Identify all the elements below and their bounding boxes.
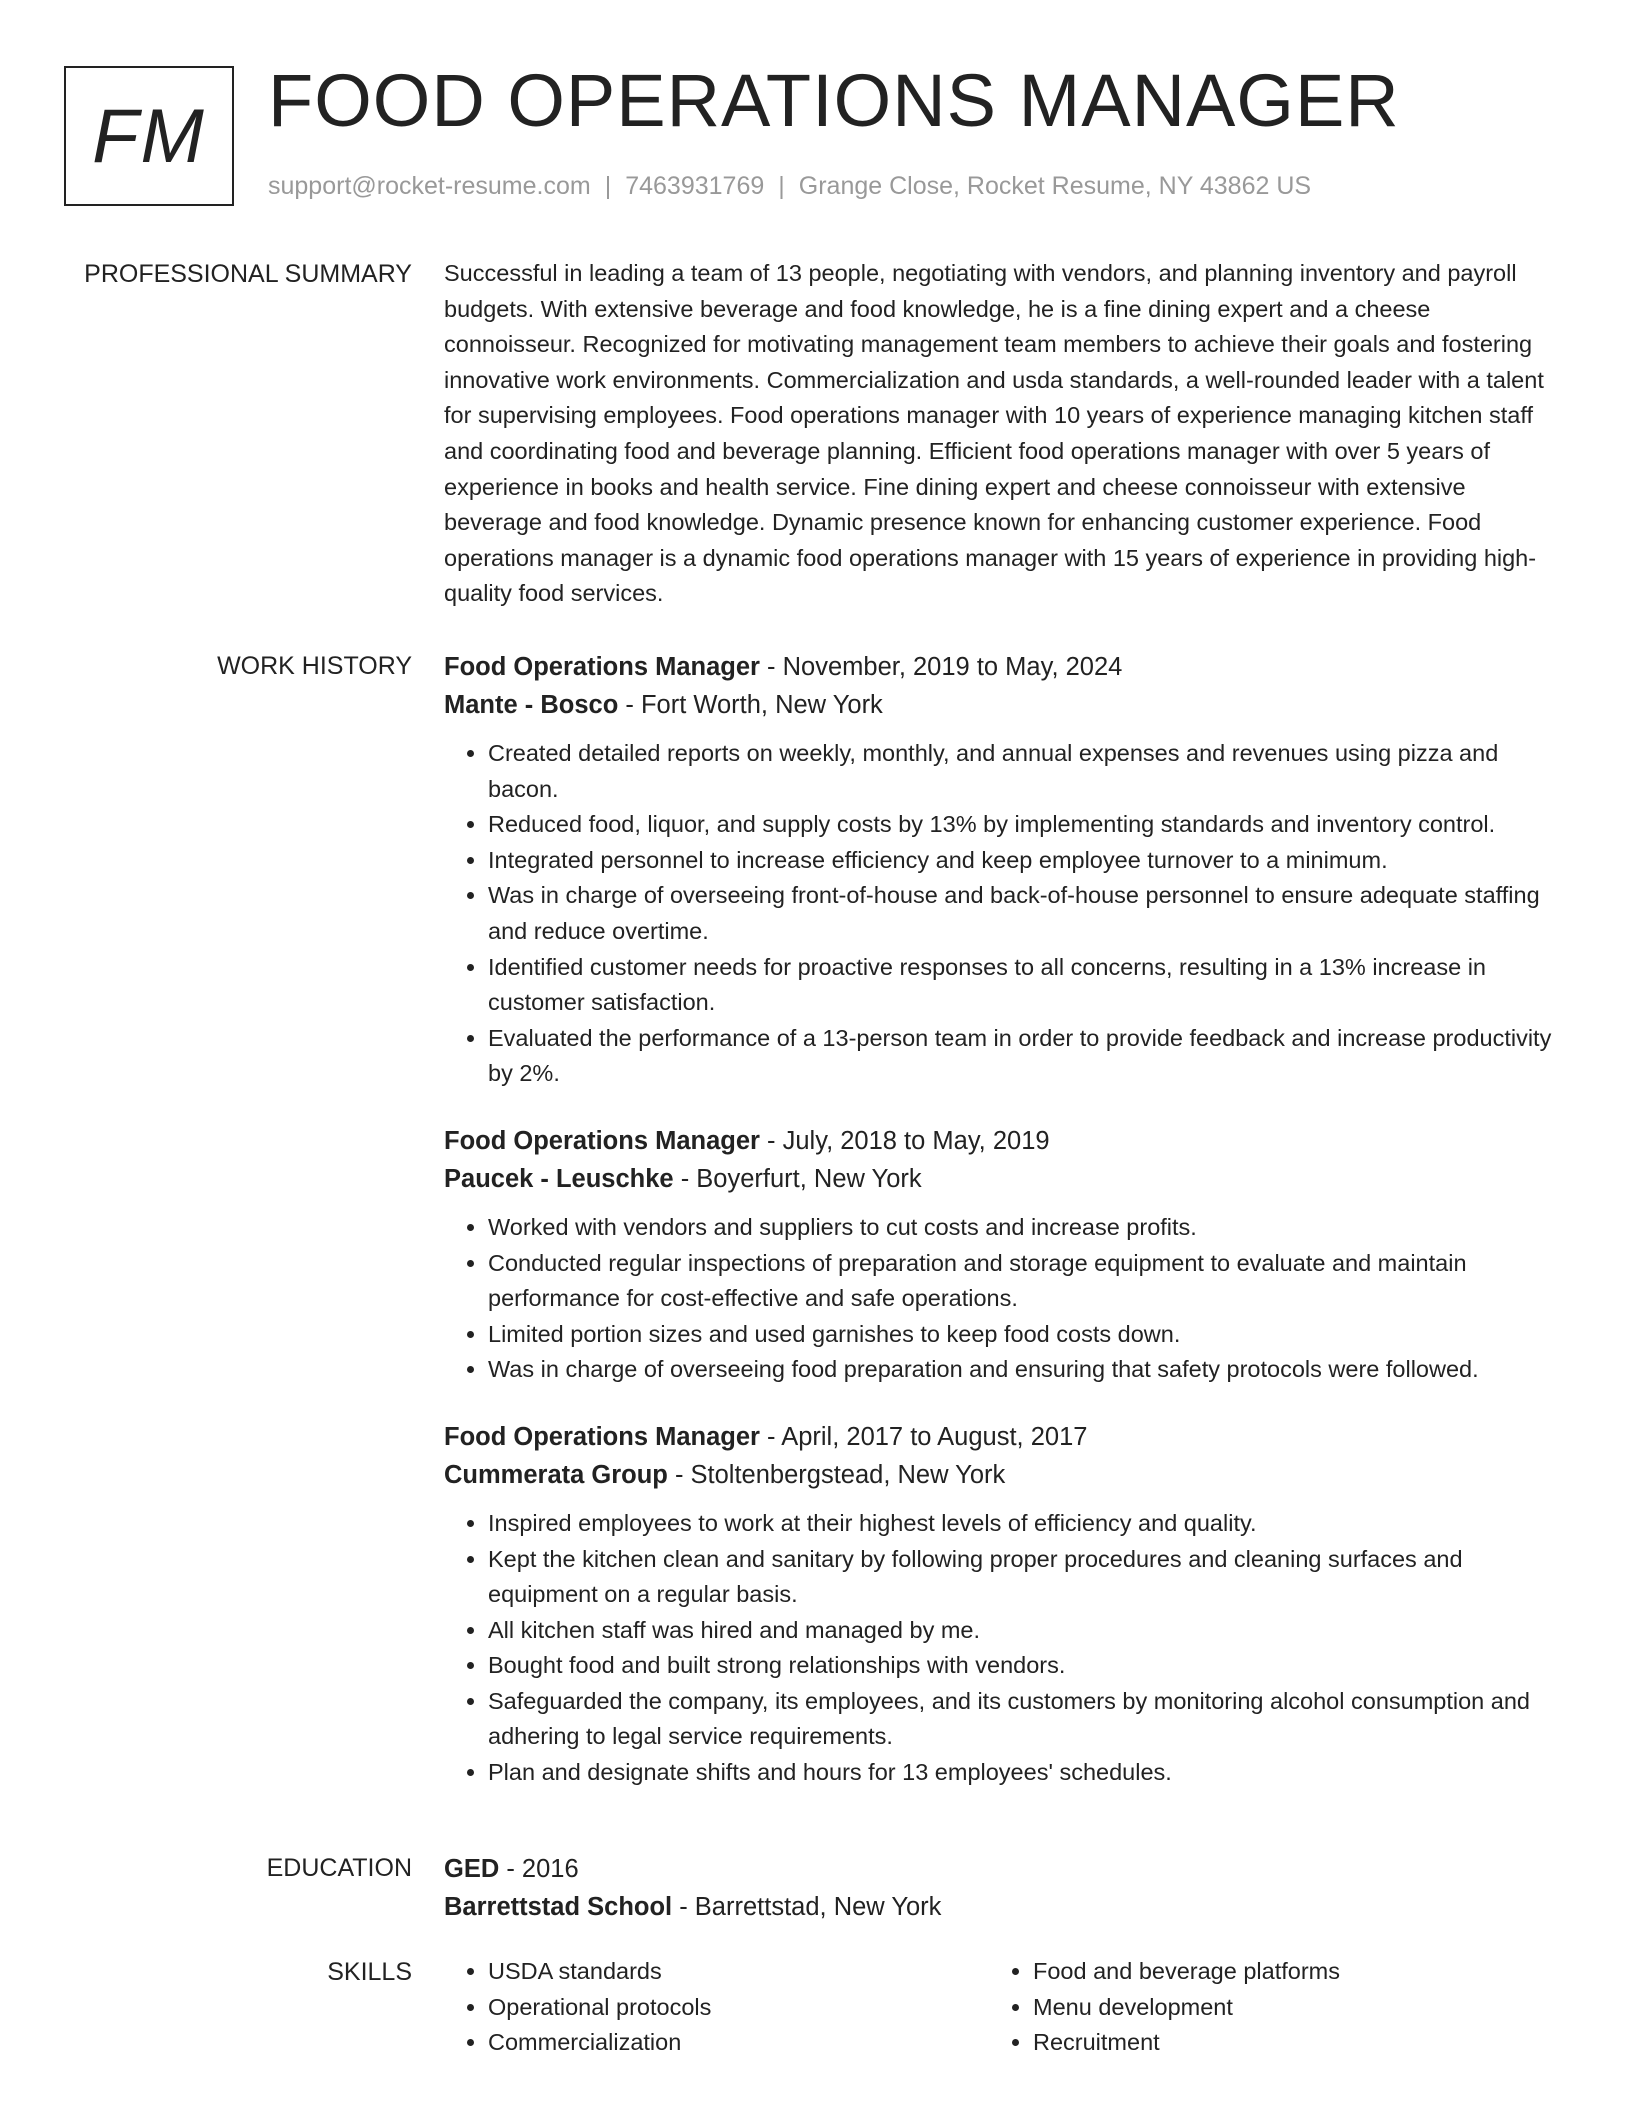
job-dates: - July, 2018 to May, 2019: [759, 1126, 1050, 1155]
summary-text: Successful in leading a team of 13 people, negotiating with vendors, and planning inventory and payroll budgets. With extensive beverage and food knowledge, he is a fine dining expert and a cheese connoisseur. Recognized for motivating management team members to achieve their goals and fostering innovative work environments. Commercialization and usda standards, a well-rounded leader with a talent for supervising employees. Food operations manager with 10 years of experience managing kitchen staff and coordinating food and beverage planning. Efficient food operations manager with over 5 years of experience in books and health service. Fine dining expert and cheese connoisseur with extensive beverage and food knowledge. Dynamic presence known for enhancing customer experience. Food operations manager is a dynamic food operations manager with 15 years of experience in providing high-quality food services.: [444, 260, 1544, 607]
degree-name: GED: [444, 1855, 500, 1883]
job-bullet: • Kept the kitchen clean and sanitary by following proper procedures and cleaning surfaces and equipment on a regular basis.: [488, 1542, 1556, 1613]
contact-phone: 7463931769: [625, 172, 765, 200]
skills-column-left: [444, 1954, 989, 2061]
company-name: Paucek - Leuschke: [444, 1164, 674, 1193]
summary-heading: PROFESSIONAL SUMMARY: [84, 260, 412, 288]
education-body: [444, 1850, 1556, 1926]
job-title: Food Operations Manager: [444, 1422, 760, 1451]
contact-line: [268, 172, 1311, 201]
skills-body: [444, 1954, 1556, 2061]
job-bullet: • Limited portion sizes and used garnishes to keep food costs down.: [488, 1317, 1556, 1353]
job-bullet: • Created detailed reports on weekly, monthly, and annual expenses and revenues using pizza and bacon.: [488, 736, 1556, 807]
job-title: Food Operations Manager: [444, 1126, 760, 1155]
job-bullet: • Inspired employees to work at their highest levels of efficiency and quality.: [488, 1506, 1556, 1542]
job-bullet: • Evaluated the performance of a 13-person team in order to provide feedback and increase productivity by 2%.: [488, 1021, 1556, 1092]
job-title-line: [444, 1122, 1556, 1160]
job-bullets: [444, 736, 1556, 1092]
skill-item: • Commercialization: [488, 2025, 989, 2061]
job-bullet: • Plan and designate shifts and hours for 13 employees' schedules.: [488, 1755, 1556, 1791]
job-entry: [444, 648, 1556, 1092]
contact-separator: |: [778, 172, 785, 200]
company-name: Cummerata Group: [444, 1460, 668, 1489]
summary-section: [0, 256, 1632, 612]
job-bullet: • Bought food and built strong relationships with vendors.: [488, 1648, 1556, 1684]
work-history-heading: WORK HISTORY: [217, 652, 412, 680]
company-line: [444, 1456, 1556, 1494]
company-name: Mante - Bosco: [444, 691, 619, 719]
job-dates: - November, 2019 to May, 2024: [759, 653, 1123, 681]
skills-heading: SKILLS: [327, 1958, 412, 1986]
job-bullet: • Was in charge of overseeing food preparation and ensuring that safety protocols were followed.: [488, 1352, 1556, 1388]
skills-list: [444, 1954, 989, 2061]
school-name: Barrettstad School: [444, 1893, 673, 1921]
job-entry: [444, 1418, 1556, 1791]
education-heading: EDUCATION: [266, 1854, 412, 1882]
skill-item: • USDA standards: [488, 1954, 989, 1990]
skill-item: • Operational protocols: [488, 1990, 989, 2026]
company-line: [444, 686, 1556, 724]
degree-line: [444, 1850, 1556, 1888]
job-bullets: [444, 1506, 1556, 1791]
work-history-section: [0, 648, 1632, 1821]
job-bullet: • Reduced food, liquor, and supply costs by 13% by implementing standards and inventory control.: [488, 807, 1556, 843]
job-title-line: [444, 1418, 1556, 1456]
skills-column-right: [989, 1954, 1534, 2061]
company-line: [444, 1160, 1556, 1198]
degree-year: - 2016: [499, 1855, 579, 1883]
contact-separator: |: [604, 172, 612, 200]
job-bullet: • Was in charge of overseeing front-of-house and back-of-house personnel to ensure adequate staffing and reduce overtime.: [488, 878, 1556, 949]
contact-address: Grange Close, Rocket Resume, NY 43862 US: [798, 172, 1312, 200]
job-bullet: • Worked with vendors and suppliers to cut costs and increase profits.: [488, 1210, 1556, 1246]
skill-item: • Food and beverage platforms: [1033, 1954, 1534, 1990]
job-bullet: • Safeguarded the company, its employees, and its customers by monitoring alcohol consumption and adhering to legal service requirements.: [488, 1684, 1556, 1755]
job-title-line: [444, 648, 1556, 686]
monogram-logo: FM: [64, 66, 234, 206]
skills-columns: [444, 1954, 1556, 2061]
skill-item: • Menu development: [1033, 1990, 1534, 2026]
company-location: - Fort Worth, New York: [618, 691, 883, 719]
contact-email: support@rocket-resume.com: [268, 172, 591, 200]
job-entry: [444, 1122, 1556, 1388]
job-bullet: • Identified customer needs for proactive responses to all concerns, resulting in a 13% increase in customer satisfaction.: [488, 950, 1556, 1021]
job-bullet: • Conducted regular inspections of preparation and storage equipment to evaluate and maintain performance for cost-effective and safe operations.: [488, 1246, 1556, 1317]
job-bullets: [444, 1210, 1556, 1388]
resume-title: FOOD OPERATIONS MANAGER: [268, 59, 1400, 142]
company-location: - Stoltenbergstead, New York: [667, 1460, 1006, 1489]
skills-list: [989, 1954, 1534, 2061]
company-location: - Boyerfurt, New York: [673, 1164, 922, 1193]
education-section: [0, 1850, 1632, 1926]
school-location: - Barrettstad, New York: [672, 1893, 942, 1921]
school-line: [444, 1888, 1556, 1926]
skills-section: [0, 1954, 1632, 2061]
job-title: Food Operations Manager: [444, 653, 760, 681]
skill-item: • Recruitment: [1033, 2025, 1534, 2061]
work-history-body: [444, 648, 1556, 1821]
job-bullet: • All kitchen staff was hired and managed by me.: [488, 1613, 1556, 1649]
job-bullet: • Integrated personnel to increase efficiency and keep employee turnover to a minimum.: [488, 843, 1556, 879]
job-dates: - April, 2017 to August, 2017: [759, 1422, 1088, 1451]
